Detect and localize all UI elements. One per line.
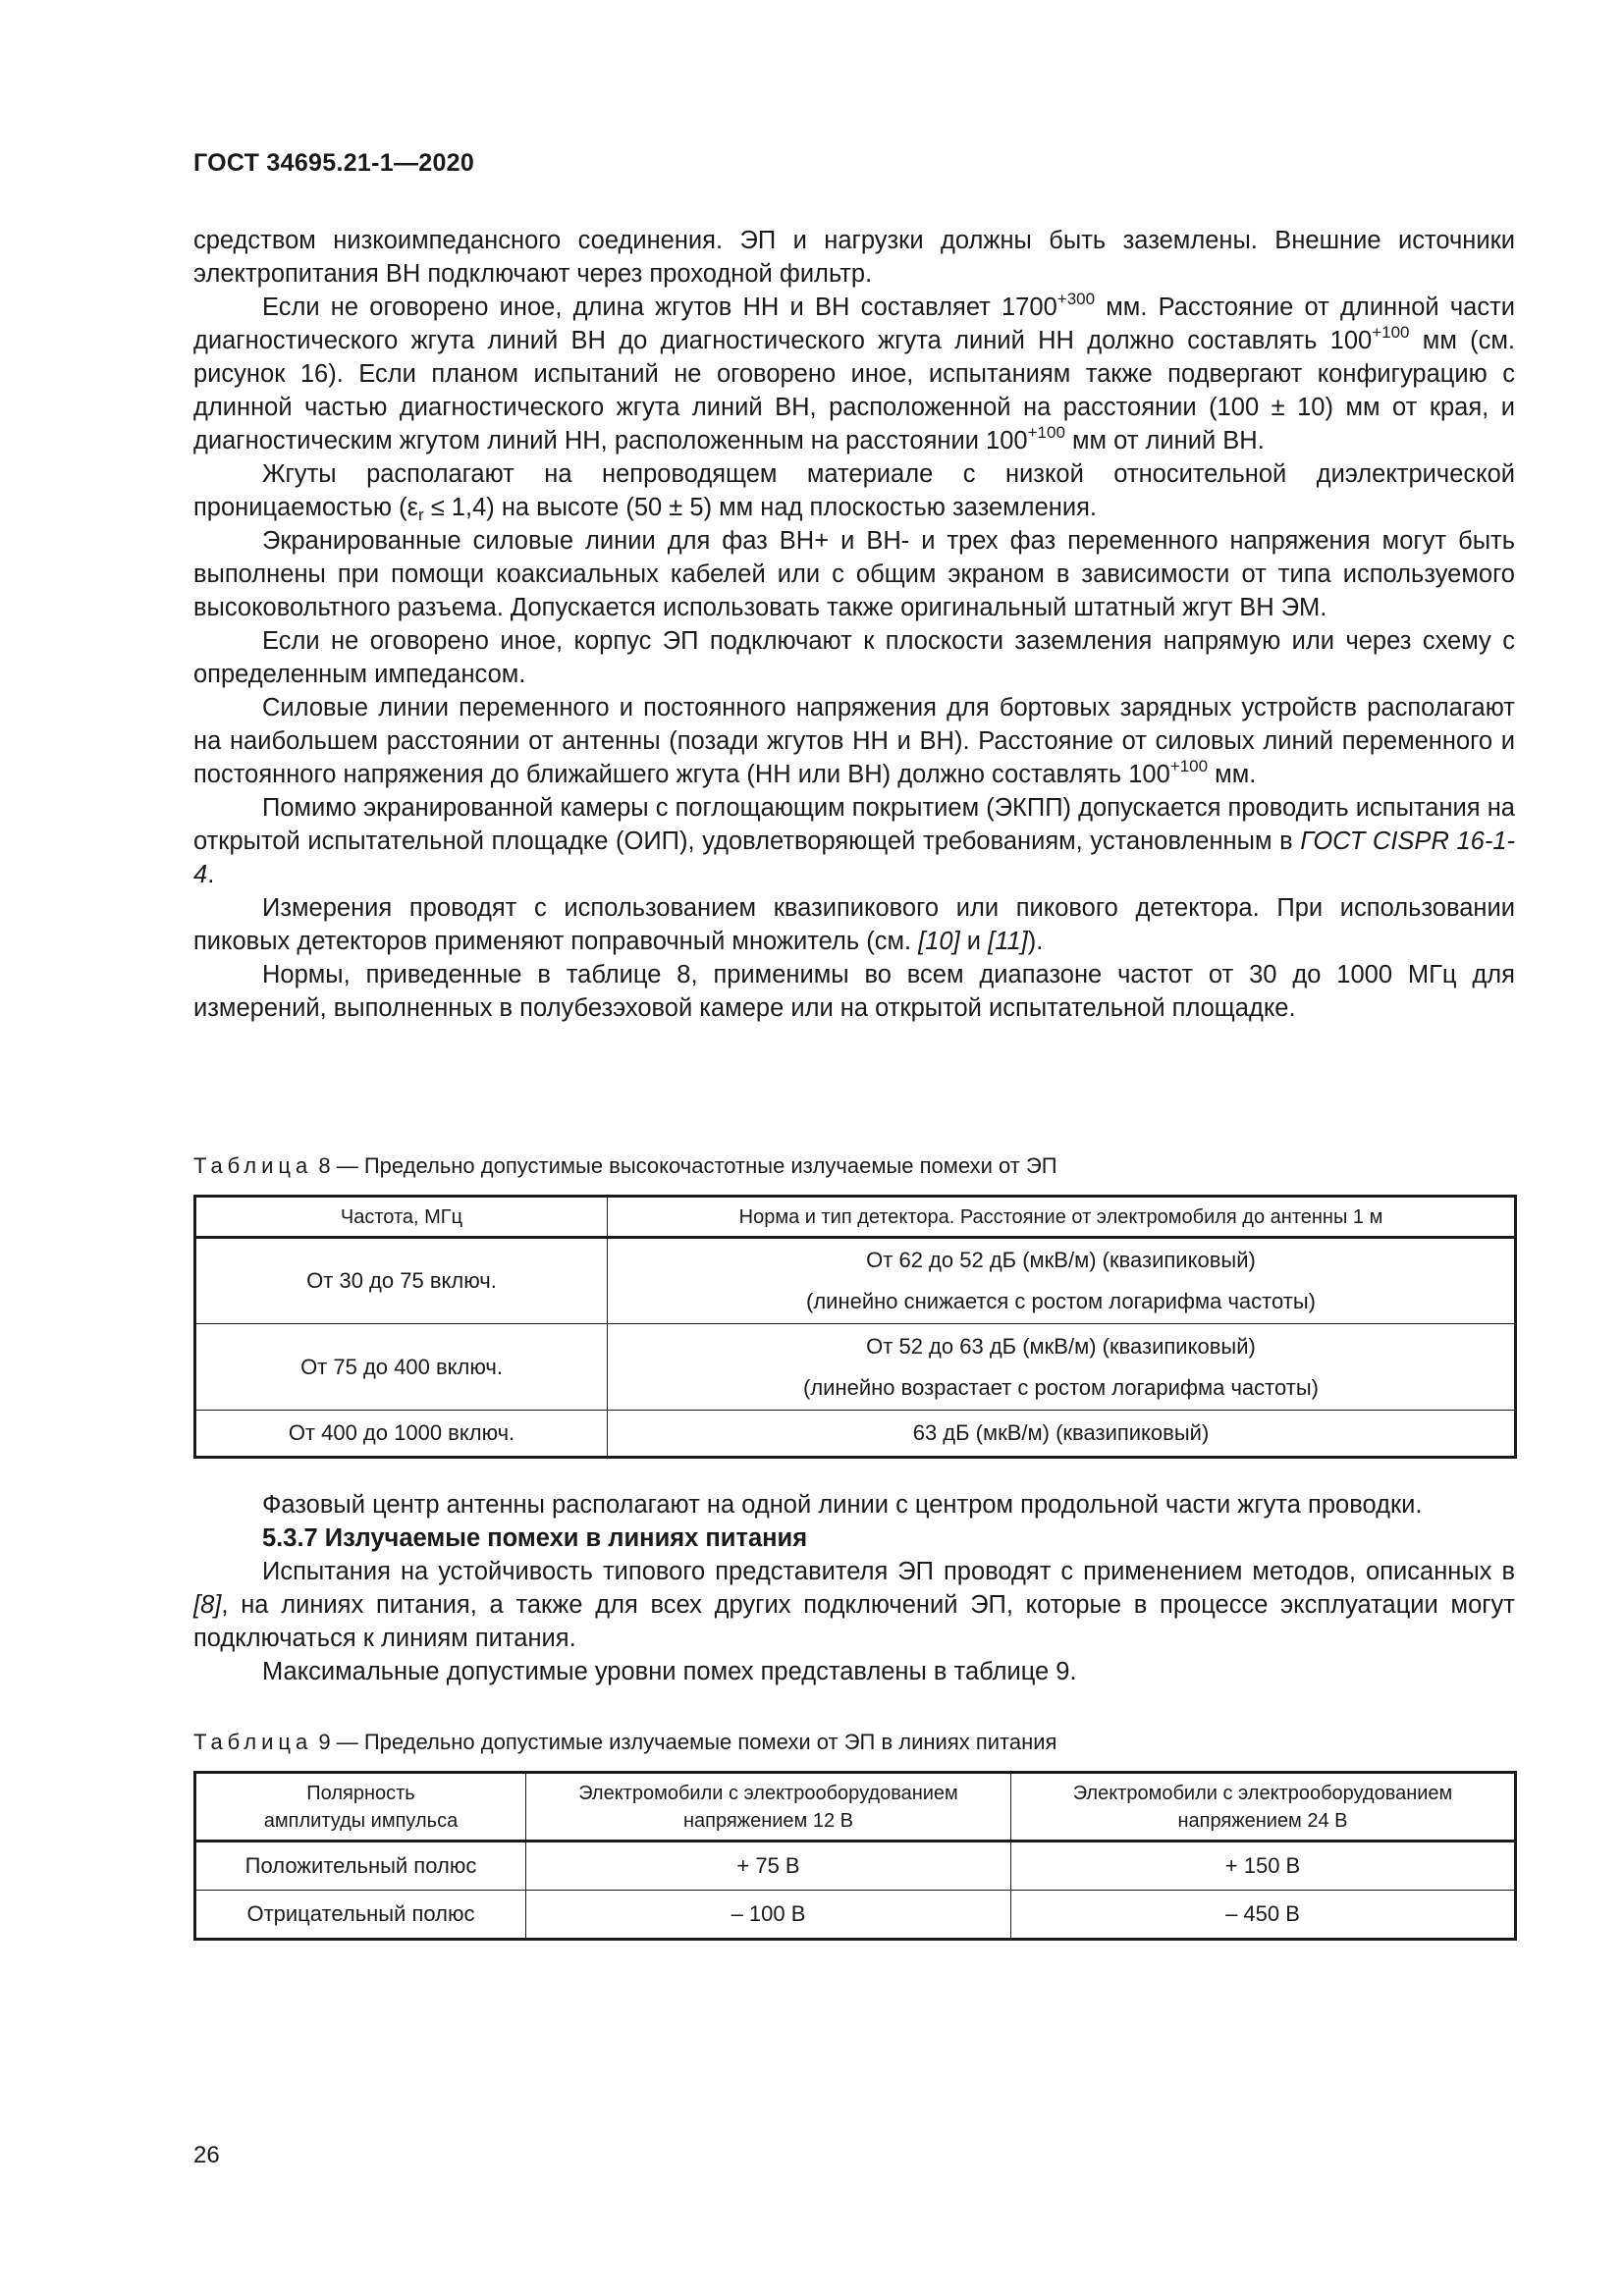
paragraph: Силовые линии переменного и постоянного напряжения для бортовых зарядных устройств располагают на наибольшем расстоянии от антенны (позади жгутов НН и ВН). Расстояние от силовых линий переменного и постоянного напряжения до ближайшего жгута (НН или ВН) должно составлять $100^{+100}$ мм.	[193, 694, 1515, 788]
table-8	[193, 1195, 1517, 1459]
paragraph: Максимальные допустимые уровни помех представлены в таблице 9.	[262, 1658, 1077, 1685]
paragraph: Фазовый центр антенны располагают на одной линии с центром продольной части жгута проводки.	[262, 1491, 1423, 1519]
paragraph: Помимо экранированной камеры с поглощающим покрытием (ЭКПП) допускается проводить испытания на открытой испытательной площадке (ОИП), удовлетворяющей требованиям, установленным в ГОСТ CISPR 16-1-4.	[193, 794, 1516, 888]
paragraph: средством низкоимпедансного соединения. ЭП и нагрузки должны быть заземлены. Внешние источники электропитания ВН подключают через проходной фильтр.	[193, 227, 1515, 288]
paragraph: Если не оговорено иное, корпус ЭП подключают к плоскости заземления напрямую или через схему с определенным импедансом.	[193, 627, 1515, 688]
citation: [11]	[988, 928, 1028, 955]
table-cell: – 100 В	[526, 1891, 1011, 1940]
standard-reference: ГОСТ CISPR 16-1-4	[193, 828, 1516, 888]
paragraph: Если не оговорено иное, длина жгутов НН и ВН составляет $1700^{+300}$ мм. Расстояние от длинной части диагностического жгута линий ВН до диагностического жгута линий НН должно составлять $100^{+100}$ мм (см. рисунок 16). Если планом испытаний не оговорено иное, испытаниям также подвергают конфигурацию с длинной частью диагностического жгута линий ВН, расположенной на расстоянии (100 ± 10) мм от края, и диагностическим жгутом линий НН, расположенным на расстоянии $100^{+100}$ мм от линий ВН.	[193, 290, 1516, 454]
paragraph: Испытания на устойчивость типового представителя ЭП проводят с применением методов, описанных в [8], на линиях питания, а также для всех других подключений ЭП, которые в процессе эксплуатации могут подключаться к линиям питания.	[193, 1558, 1515, 1652]
table-header-cell: Полярность амплитуды импульса	[195, 1773, 526, 1842]
table-row	[195, 1842, 1516, 1891]
citation: [10]	[918, 928, 960, 955]
table-header-cell: Электромобили с электрооборудованием напряжением 12 В	[526, 1773, 1011, 1842]
body-text	[193, 224, 1515, 1025]
table-row	[195, 1411, 1516, 1458]
table-row	[195, 1238, 1516, 1324]
table-cell: Отрицательный полюс	[195, 1891, 526, 1940]
table-8-caption: Таблица 8 — Предельно допустимые высокочастотные излучаемые помехи от ЭП	[193, 1153, 1057, 1178]
table-cell: 63 дБ (мкВ/м) (квазипиковый)	[608, 1411, 1516, 1458]
table-cell: От 75 до 400 включ.	[195, 1324, 608, 1411]
table-cell: + 75 В	[526, 1842, 1011, 1891]
table-cell: + 150 В	[1011, 1842, 1516, 1891]
table-cell: От 52 до 63 дБ (мкВ/м) (квазипиковый) (линейно возрастает с ростом логарифма частоты)	[608, 1324, 1516, 1411]
table-cell: Положительный полюс	[195, 1842, 526, 1891]
section-heading: 5.3.7 Излучаемые помехи в линиях питания	[262, 1524, 808, 1552]
paragraph: Измерения проводят с использованием квазипикового или пикового детектора. При использовании пиковых детекторов применяют поправочный множитель (см. [10] и [11]).	[193, 894, 1515, 955]
after-table-text	[193, 1488, 1515, 1688]
table-header-cell: Норма и тип детектора. Расстояние от электромобиля до антенны 1 м	[608, 1197, 1516, 1238]
table-row	[195, 1891, 1516, 1940]
paragraph: Экранированные силовые линии для фаз ВН+ и ВН- и трех фаз переменного напряжения могут быть выполнены при помощи коаксиальных кабелей или с общим экраном в зависимости от типа используемого высоковольтного разъема. Допускается использовать также оригинальный штатный жгут ВН ЭМ.	[193, 527, 1515, 621]
table-9	[193, 1771, 1517, 1941]
page-number: 26	[193, 2142, 220, 2168]
table-cell: – 450 В	[1011, 1891, 1516, 1940]
document-header: ГОСТ 34695.21-1—2020	[193, 149, 475, 177]
citation: [8]	[193, 1591, 222, 1619]
table-cell: От 62 до 52 дБ (мкВ/м) (квазипиковый) (линейно снижается с ростом логарифма частоты)	[608, 1238, 1516, 1324]
table-9-caption: Таблица 9 — Предельно допустимые излучаемые помехи от ЭП в линиях питания	[193, 1730, 1057, 1754]
paragraph: Нормы, приведенные в таблице 8, применимы во всем диапазоне частот от 30 до 1000 МГц для измерений, выполненных в полубезэховой камере или на открытой испытательной площадке.	[193, 961, 1515, 1022]
table-header-cell: Частота, МГц	[195, 1197, 608, 1238]
table-header-cell: Электромобили с электрооборудованием напряжением 24 В	[1011, 1773, 1516, 1842]
table-row	[195, 1324, 1516, 1411]
table-cell: От 400 до 1000 включ.	[195, 1411, 608, 1458]
paragraph: Жгуты располагают на непроводящем материале с низкой относительной диэлектрической проницаемостью $(\varepsilon_r \le 1,4)$ на высоте (50 ± 5) мм над плоскостью заземления.	[193, 460, 1515, 524]
table-cell: От 30 до 75 включ.	[195, 1238, 608, 1324]
